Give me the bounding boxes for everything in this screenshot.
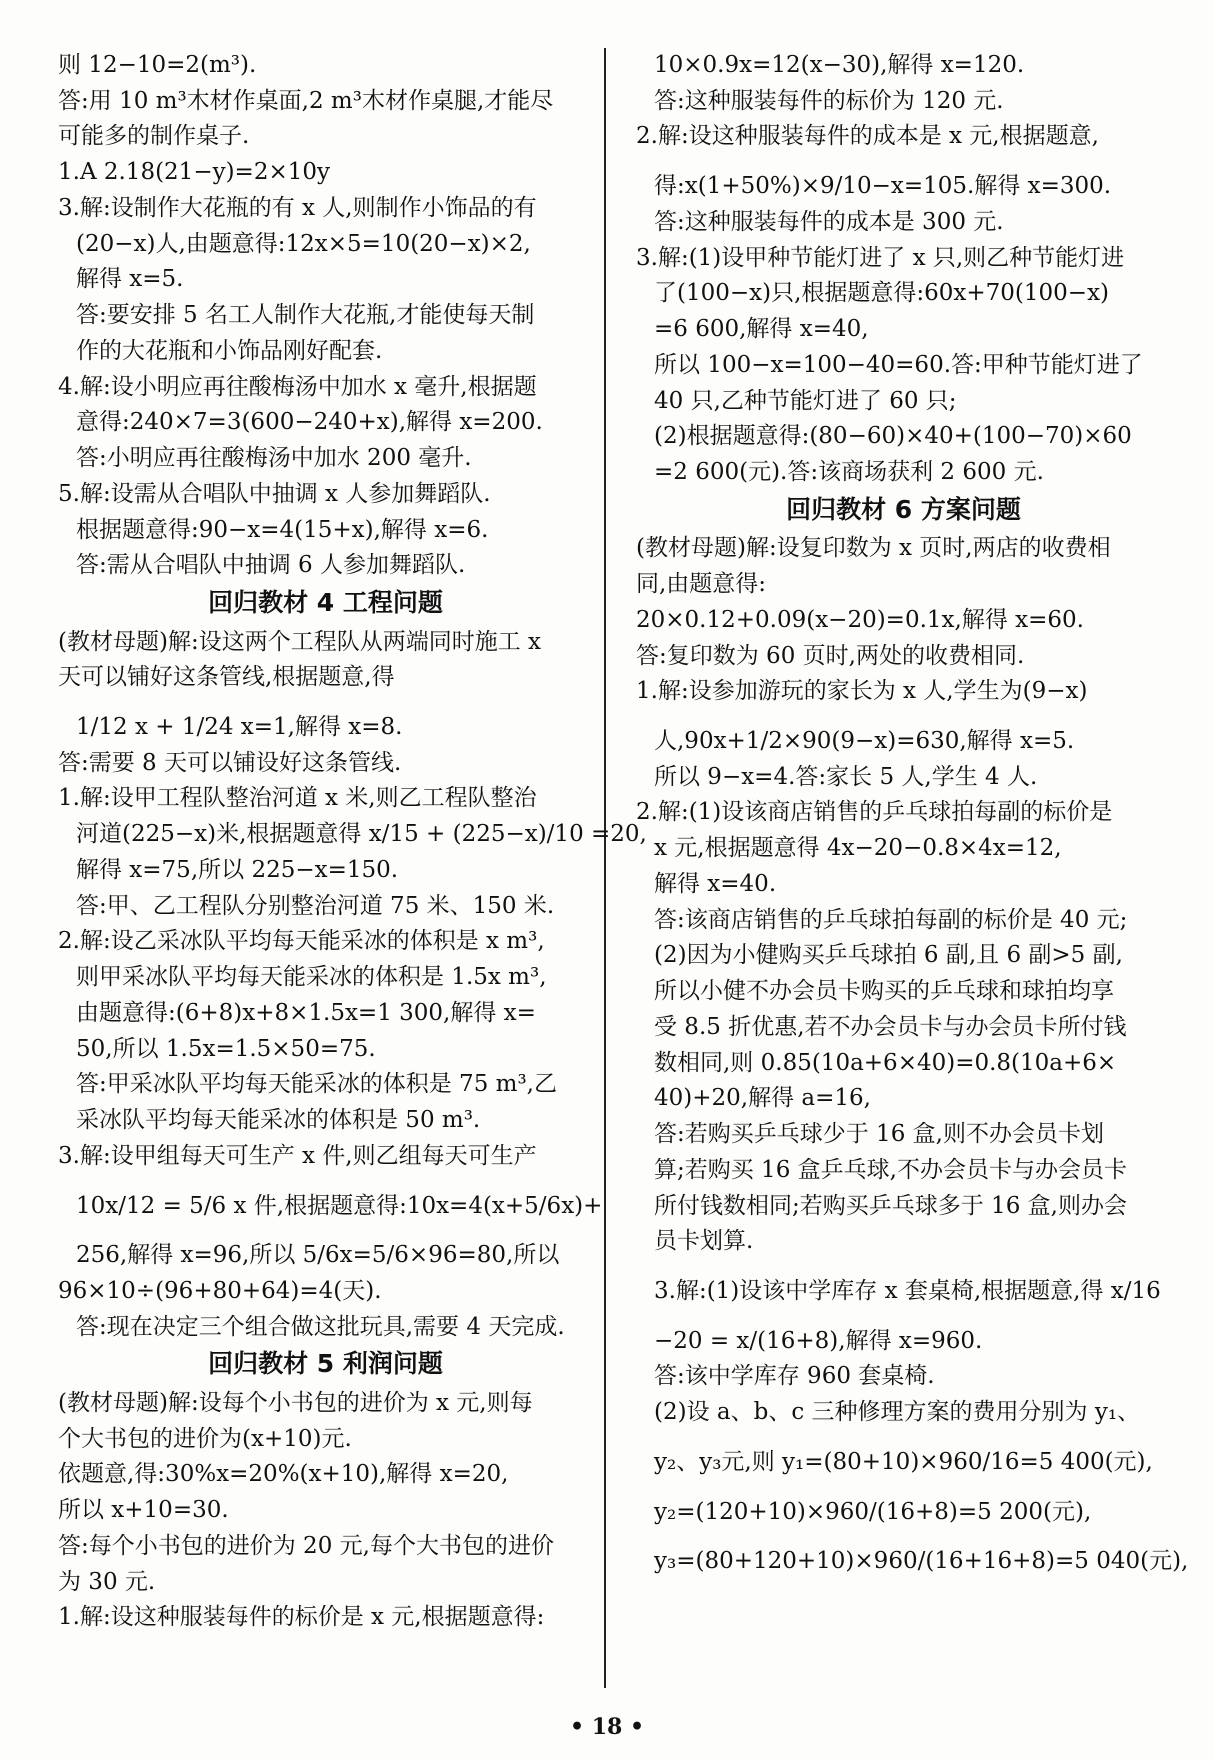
- left-text-line: 采冰队平均每天能采冰的体积是 50 m³.: [76, 1107, 481, 1134]
- left-column: [58, 50, 647, 1638]
- right-text-line: 3.解:(1)设该中学库存 x 套桌椅,根据题意,得 x/16: [654, 1278, 1161, 1304]
- left-text-line: 答:用 10 m³木材作桌面,2 m³木材作桌腿,才能尽: [58, 87, 554, 114]
- right-text-line: y₂=(120+10)×960/(16+8)=5 200(元),: [654, 1498, 1092, 1525]
- right-text-line: 20×0.12+0.09(x−20)=0.1x,解得 x=60.: [636, 606, 1084, 633]
- right-text-line: =6 600,解得 x=40,: [654, 316, 869, 343]
- left-text-line: 作的大花瓶和小饰品刚好配套.: [76, 337, 383, 364]
- section-heading: 回归教材 4 工程问题: [208, 588, 443, 618]
- right-text-line: 员卡划算.: [654, 1228, 754, 1255]
- left-text-line: 则 12−10=2(m³).: [58, 52, 257, 78]
- right-text-line: 40 只,乙种节能灯进了 60 只;: [654, 387, 957, 414]
- right-text-line: 人,90x+1/2×90(9−x)=630,解得 x=5.: [654, 727, 1075, 754]
- section-heading: 回归教材 5 利润问题: [208, 1349, 443, 1379]
- left-text-line: 意得:240×7=3(600−240+x),解得 x=200.: [76, 409, 543, 436]
- right-text-line: 答:该中学库存 960 套桌椅.: [654, 1363, 935, 1390]
- left-text-line: 答:现在决定三个组合做这批玩具,需要 4 天完成.: [76, 1313, 565, 1340]
- right-text-line: 同,由题意得:: [636, 571, 767, 598]
- left-text-line: 答:需从合唱队中抽调 6 人参加舞蹈队.: [76, 552, 466, 579]
- left-text-line: 解得 x=75,所以 225−x=150.: [76, 856, 399, 883]
- right-text-line: y₃=(80+120+10)×960/(16+16+8)=5 040(元),: [654, 1548, 1189, 1575]
- left-text-line: 为 30 元.: [58, 1568, 156, 1595]
- left-text-line: 10x/12 = 5/6 x 件,根据题意得:10x=4(x+5/6x)+: [76, 1192, 603, 1219]
- left-text-line: 根据题意得:90−x=4(15+x),解得 x=6.: [76, 516, 489, 543]
- right-text-line: 答:若购买乒乓球少于 16 盒,则不办会员卡划: [654, 1121, 1104, 1148]
- right-text-line: (2)因为小健购买乒乓球拍 6 副,且 6 副>5 副,: [654, 942, 1123, 969]
- column-divider: [604, 48, 606, 1688]
- left-text-line: 答:需要 8 天可以铺设好这条管线.: [58, 749, 402, 776]
- left-text-line: 50,所以 1.5x=1.5×50=75.: [76, 1035, 376, 1062]
- left-text-line: 1.解:设甲工程队整治河道 x 米,则乙工程队整治: [58, 785, 537, 812]
- right-text-line: 算;若购买 16 盒乒乓球,不办会员卡与办会员卡: [654, 1156, 1127, 1183]
- left-text-line: 河道(225−x)米,根据题意得 x/15 + (225−x)/10 =20,: [76, 821, 647, 848]
- left-text-line: 依题意,得:30%x=20%(x+10),解得 x=20,: [58, 1461, 509, 1488]
- left-text-line: 解得 x=5.: [76, 266, 184, 293]
- right-text-line: 1.解:设参加游玩的家长为 x 人,学生为(9−x): [636, 678, 1088, 705]
- left-text-line: 答:小明应再往酸梅汤中加水 200 毫升.: [76, 445, 472, 472]
- right-column: [636, 50, 1189, 1582]
- right-text-line: (2)根据题意得:(80−60)×40+(100−70)×60: [654, 423, 1132, 450]
- left-text-line: 1.A 2.18(21−y)=2×10y: [58, 159, 330, 186]
- left-text-line: 5.解:设需从合唱队中抽调 x 人参加舞蹈队.: [58, 480, 491, 507]
- right-text-line: 3.解:(1)设甲种节能灯进了 x 只,则乙种节能灯进: [636, 244, 1125, 271]
- left-text-line: 1/12 x + 1/24 x=1,解得 x=8.: [76, 713, 403, 740]
- right-text-line: 数相同,则 0.85(10a+6×40)=0.8(10a+6×: [654, 1049, 1117, 1076]
- left-text-line: 3.解:设甲组每天可生产 x 件,则乙组每天可生产: [58, 1142, 537, 1169]
- left-text-line: 答:甲、乙工程队分别整治河道 75 米、150 米.: [76, 892, 555, 919]
- left-text-line: (教材母题)解:设这两个工程队从两端同时施工 x: [58, 628, 541, 655]
- right-text-line: (2)设 a、b、c 三种修理方案的费用分别为 y₁、: [654, 1399, 1141, 1426]
- right-text-line: 2.解:(1)设该商店销售的乒乓球拍每副的标价是: [636, 799, 1113, 826]
- left-text-line: 4.解:设小明应再往酸梅汤中加水 x 毫升,根据题: [58, 373, 537, 400]
- left-text-line: 天可以铺好这条管线,根据题意,得: [58, 664, 395, 691]
- right-text-line: 了(100−x)只,根据题意得:60x+70(100−x): [654, 280, 1110, 307]
- right-text-line: 得:x(1+50%)×9/10−x=105.解得 x=300.: [654, 173, 1112, 200]
- right-text-line: 答:这种服装每件的成本是 300 元.: [654, 208, 1004, 235]
- right-text-line: 解得 x=40.: [654, 870, 777, 897]
- left-text-line: 答:要安排 5 名工人制作大花瓶,才能使每天制: [76, 302, 535, 329]
- right-text-line: =2 600(元).答:该商场获利 2 600 元.: [654, 459, 1044, 486]
- right-text-line: 答:复印数为 60 页时,两处的收费相同.: [636, 642, 1025, 669]
- right-text-line: x 元,根据题意得 4x−20−0.8×4x=12,: [654, 835, 1062, 862]
- right-text-line: 2.解:设这种服装每件的成本是 x 元,根据题意,: [636, 123, 1099, 150]
- right-text-line: 10×0.9x=12(x−30),解得 x=120.: [654, 52, 1025, 78]
- section-heading: 回归教材 6 方案问题: [786, 494, 1021, 524]
- left-text-line: 可能多的制作桌子.: [58, 123, 250, 150]
- right-text-line: 40)+20,解得 a=16,: [654, 1085, 871, 1112]
- right-text-line: 答:该商店销售的乒乓球拍每副的标价是 40 元;: [654, 906, 1128, 933]
- left-text-line: 3.解:设制作大花瓶的有 x 人,则制作小饰品的有: [58, 194, 537, 221]
- right-text-line: 所以 100−x=100−40=60.答:甲种节能灯进了: [654, 351, 1143, 378]
- left-text-line: 答:甲采冰队平均每天能采冰的体积是 75 m³,乙: [76, 1071, 557, 1098]
- right-text-line: 所付钱数相同;若购买乒乓球多于 16 盒,则办会: [654, 1192, 1127, 1219]
- left-text-line: 则甲采冰队平均每天能采冰的体积是 1.5x m³,: [76, 964, 547, 991]
- left-text-line: 所以 x+10=30.: [58, 1497, 229, 1524]
- left-text-line: 2.解:设乙采冰队平均每天能采冰的体积是 x m³,: [58, 928, 545, 955]
- left-text-line: 由题意得:(6+8)x+8×1.5x=1 300,解得 x=: [76, 999, 536, 1026]
- left-text-line: 答:每个小书包的进价为 20 元,每个大书包的进价: [58, 1532, 554, 1559]
- page-number: • 18 •: [569, 1714, 645, 1740]
- right-text-line: (教材母题)解:设复印数为 x 页时,两店的收费相: [636, 535, 1111, 562]
- right-text-line: 答:这种服装每件的标价为 120 元.: [654, 87, 1004, 114]
- left-text-line: (教材母题)解:设每个小书包的进价为 x 元,则每: [58, 1389, 533, 1416]
- left-text-line: 256,解得 x=96,所以 5/6x=5/6×96=80,所以: [76, 1242, 560, 1269]
- right-text-line: 所以 9−x=4.答:家长 5 人,学生 4 人.: [654, 763, 1038, 790]
- right-text-line: 所以小健不办会员卡购买的乒乓球和球拍均享: [654, 978, 1114, 1005]
- right-text-line: −20 = x/(16+8),解得 x=960.: [654, 1327, 983, 1354]
- left-text-line: 96×10÷(96+80+64)=4(天).: [58, 1278, 382, 1304]
- right-text-line: y₂、y₃元,则 y₁=(80+10)×960/16=5 400(元),: [654, 1448, 1153, 1475]
- left-text-line: 1.解:设这种服装每件的标价是 x 元,根据题意得:: [58, 1604, 545, 1631]
- right-text-line: 受 8.5 折优惠,若不办会员卡与办会员卡所付钱: [654, 1013, 1127, 1040]
- left-text-line: (20−x)人,由题意得:12x×5=10(20−x)×2,: [76, 230, 531, 257]
- left-text-line: 个大书包的进价为(x+10)元.: [58, 1425, 352, 1452]
